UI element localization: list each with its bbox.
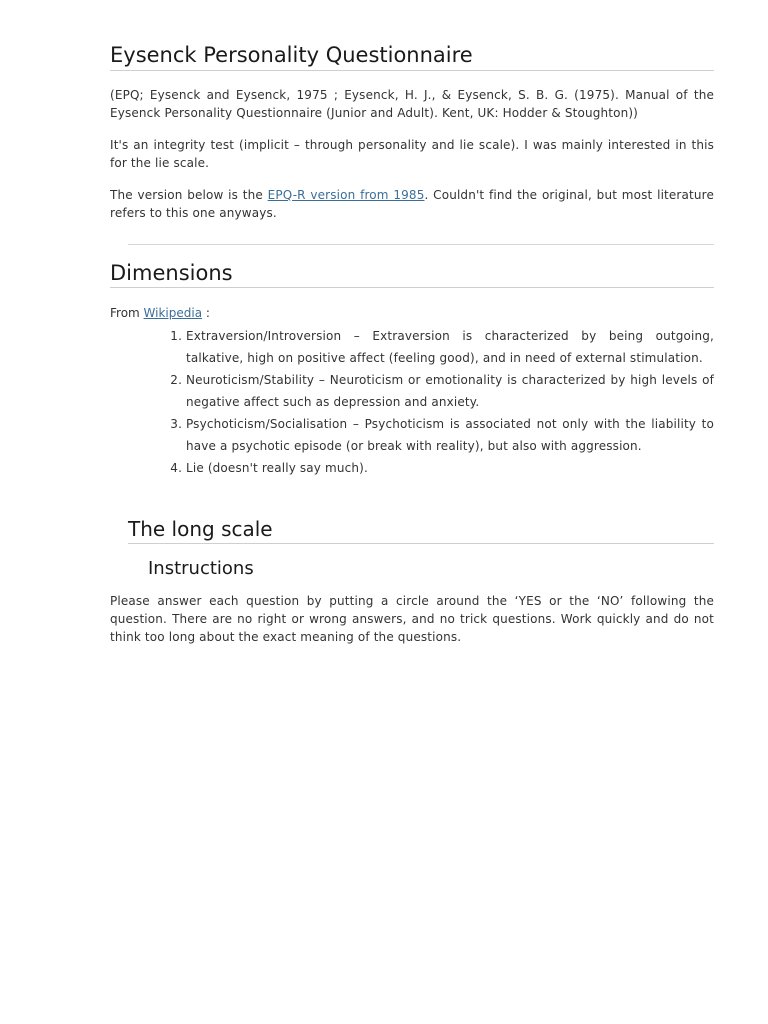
from-suffix: : — [202, 306, 210, 320]
list-item: 1. Extraversion/Introversion – Extraversion is characterized by being outgoing, talkative, high on positive affect (feeling good), and in need of external stimulation. — [186, 325, 714, 369]
wikipedia-link[interactable]: Wikipedia — [143, 306, 203, 320]
version-text-after: . Couldn't find the original, but most literature refers to this one anyways. — [110, 188, 714, 220]
dimensions-list — [110, 325, 714, 479]
integrity-paragraph: It's an integrity test (implicit – through personality and lie scale). I was mainly interested in this for the lie scale. — [110, 138, 714, 170]
epq-r-version-link[interactable]: EPQ-R version from 1985 — [267, 188, 425, 202]
instructions-paragraph: Please answer each question by putting a circle around the ‘YES or the ‘NO’ following the question. There are no right or wrong answers, and no trick questions. Work quickly and do not think too long about the exact meaning of the questions. — [110, 594, 714, 644]
dimensions-heading: Dimensions — [110, 259, 714, 288]
long-scale-heading: The long scale — [128, 515, 714, 544]
citation-paragraph: (EPQ; Eysenck and Eysenck, 1975 ; Eysenck, H. J., & Eysenck, S. B. G. (1975). Manual of the Eysenck Personality Questionnaire (Junior and Adult). Kent, UK: Hodder & Stoughton)) — [110, 88, 714, 120]
version-text-before: The version below is the — [110, 188, 268, 202]
version-paragraph — [110, 186, 714, 222]
instructions-heading: Instructions — [148, 558, 254, 579]
document-page — [110, 40, 714, 646]
from-prefix: From — [110, 306, 144, 320]
section-divider — [128, 244, 714, 245]
list-item: 4. Lie (doesn't really say much). — [186, 457, 714, 479]
page-title: Eysenck Personality Questionnaire — [110, 40, 714, 71]
from-line — [110, 304, 714, 322]
list-item: 2. Neuroticism/Stability – Neuroticism or emotionality is characterized by high levels of negative affect such as depression and anxiety. — [186, 369, 714, 413]
list-item: 3. Psychoticism/Socialisation – Psychoticism is associated not only with the liability to have a psychotic episode (or break with reality), but also with aggression. — [186, 413, 714, 457]
